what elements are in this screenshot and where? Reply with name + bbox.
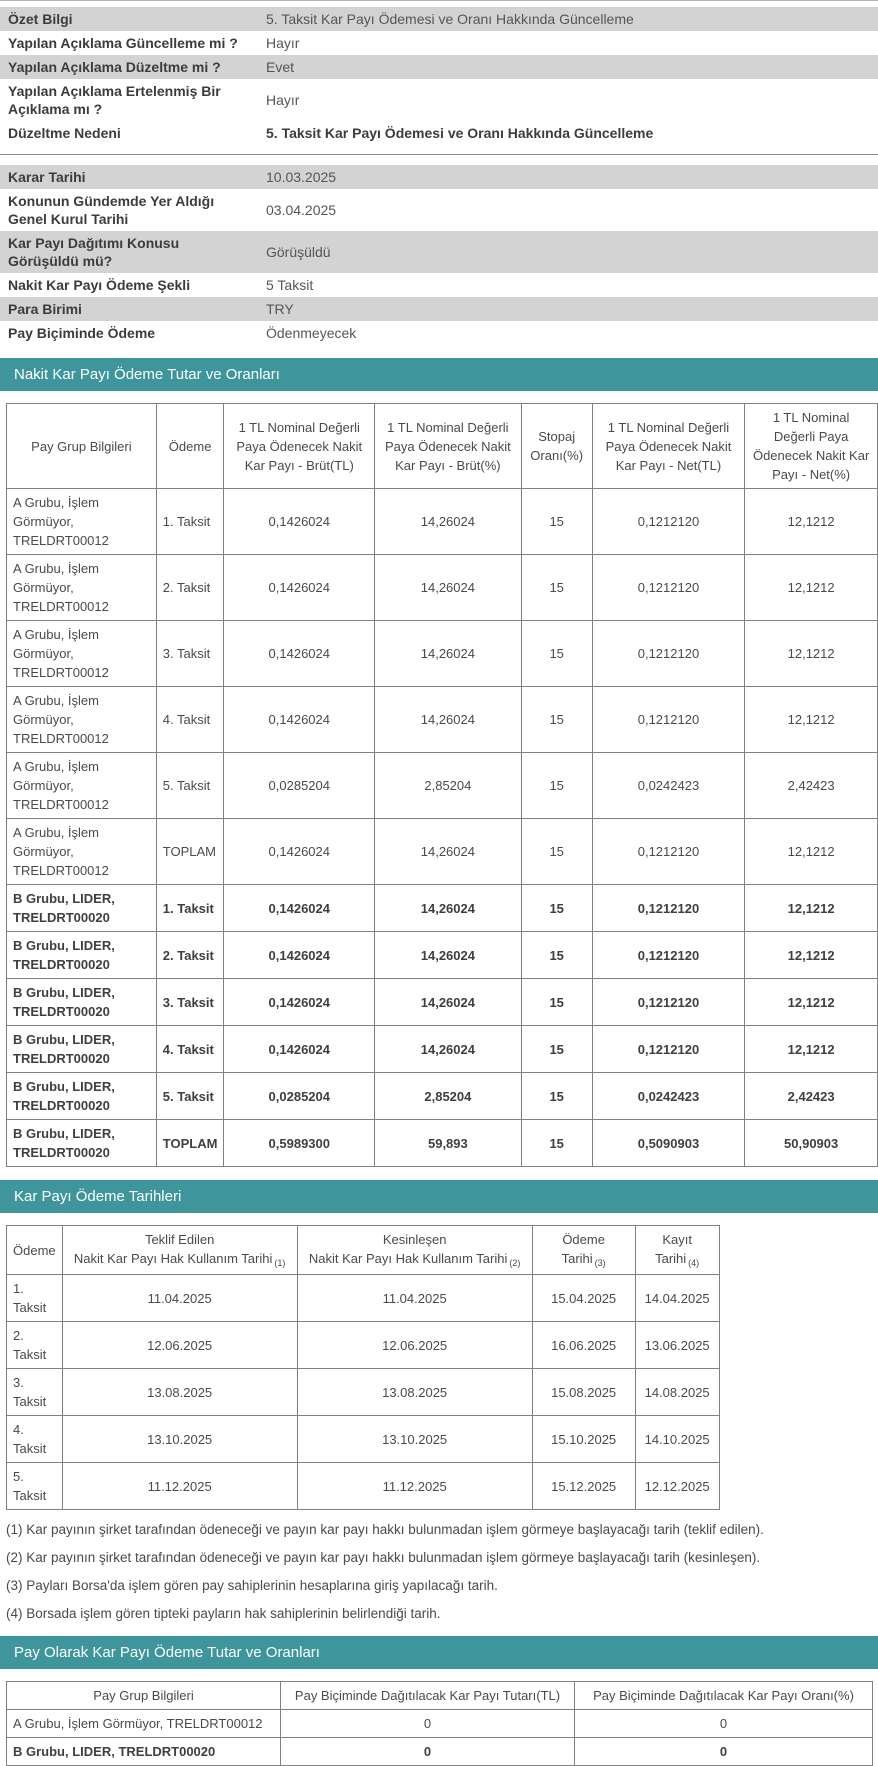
field-label: Yapılan Açıklama Güncelleme mi ? [8, 35, 238, 51]
info-row [0, 231, 878, 273]
table-cell: 12,1212 [745, 1026, 878, 1073]
table-cell: 2,42423 [745, 1073, 878, 1120]
table-row [7, 489, 878, 555]
info-row [0, 165, 878, 189]
table-cell: 0 [281, 1738, 575, 1766]
table-row [7, 1738, 873, 1766]
table-cell: B Grubu, LIDER, TRELDRT00020 [7, 979, 157, 1026]
table-cell: 12.06.2025 [297, 1322, 532, 1369]
table-cell: 0,1426024 [224, 979, 375, 1026]
column-header: Pay Grup Bilgileri [7, 404, 157, 489]
table-row [7, 932, 878, 979]
table-cell: 0,5090903 [592, 1120, 745, 1167]
table-cell: TOPLAM [156, 1120, 224, 1167]
field-value: Hayır [266, 35, 300, 51]
field-label: Yapılan Açıklama Düzeltme mi ? [8, 59, 221, 75]
table-cell: 14,26024 [375, 932, 522, 979]
table-cell: A Grubu, İşlem Görmüyor, TRELDRT00012 [7, 687, 157, 753]
header-row [7, 1226, 720, 1275]
field-label: Nakit Kar Payı Ödeme Şekli [8, 277, 191, 293]
table-cell: 3. Taksit [156, 621, 224, 687]
table-row [7, 979, 878, 1026]
table-cell: 4. Taksit [7, 1416, 63, 1463]
column-header: Ödeme [156, 404, 224, 489]
table-cell: 13.08.2025 [62, 1369, 297, 1416]
table-cell: 15 [521, 1073, 592, 1120]
table-row [7, 885, 878, 932]
table-cell: 0,1212120 [592, 489, 745, 555]
table-cell: 15 [521, 1120, 592, 1167]
table-row [7, 753, 878, 819]
table-cell: 15 [521, 979, 592, 1026]
header-row [7, 404, 878, 489]
table-cell: 15 [521, 885, 592, 932]
field-label: Düzeltme Nedeni [8, 125, 121, 141]
table-row [7, 621, 878, 687]
column-header: 1 TL Nominal Değerli Paya Ödenecek Nakit Kar Payı - Brüt(%) [375, 404, 522, 489]
table-cell: 12,1212 [745, 979, 878, 1026]
info-row [0, 189, 878, 231]
field-label: Yapılan Açıklama Ertelenmiş Bir Açıklama mı ? [8, 83, 221, 117]
table-cell: 0,1426024 [224, 621, 375, 687]
stock-dividend-table [6, 1681, 873, 1766]
field-value: Evet [266, 59, 295, 75]
table-cell: 11.12.2025 [62, 1463, 297, 1510]
table-cell: 15 [521, 1026, 592, 1073]
table-row [7, 687, 878, 753]
field-value: 5. Taksit Kar Payı Ödemesi ve Oranı Hakkında Güncelleme [266, 125, 654, 141]
table-cell: 0,1426024 [224, 687, 375, 753]
summary-info-section [0, 7, 878, 145]
table-cell: 12,1212 [745, 932, 878, 979]
table-row [7, 555, 878, 621]
table-cell: 0,1212120 [592, 885, 745, 932]
footnote: (2) Kar payının şirket tarafından ödeneceği ve payın kar payı hakkı bulunmadan işlem görmeye başlayacağı tarih (kesinleşen). [6, 1550, 761, 1565]
table-cell: 14,26024 [375, 489, 522, 555]
field-label: Para Birimi [8, 301, 82, 317]
field-value: Ödenmeyecek [266, 325, 357, 341]
table-cell: 15 [521, 555, 592, 621]
table-cell: 0,0285204 [224, 1073, 375, 1120]
table-cell: 4. Taksit [156, 687, 224, 753]
table-cell: 59,893 [375, 1120, 522, 1167]
info-row [0, 7, 878, 31]
table-cell: 3. Taksit [7, 1369, 63, 1416]
table-cell: 5. Taksit [7, 1463, 63, 1510]
table-row [7, 1120, 878, 1167]
column-header [532, 1226, 635, 1275]
field-label: Kar Payı Dağıtımı Konusu Görüşüldü mü? [8, 235, 180, 269]
table-row [7, 1275, 720, 1322]
column-header [635, 1226, 719, 1275]
field-value: 5 Taksit [266, 277, 314, 293]
field-value: 03.04.2025 [266, 202, 337, 218]
table-cell: 15 [521, 489, 592, 555]
field-label: Pay Biçiminde Ödeme [8, 325, 156, 341]
header-line: Kesinleşen [382, 1232, 447, 1247]
table-cell: 14,26024 [375, 621, 522, 687]
table-cell: TOPLAM [156, 819, 224, 885]
table-cell: B Grubu, LIDER, TRELDRT00020 [7, 932, 157, 979]
table-cell: 11.12.2025 [297, 1463, 532, 1510]
table-row [7, 1026, 878, 1073]
table-row [7, 819, 878, 885]
column-header: Pay Grup Bilgileri [7, 1682, 281, 1710]
table-cell: 0,1212120 [592, 1026, 745, 1073]
section-header-payment-dates: Kar Payı Ödeme Tarihleri [0, 1180, 878, 1213]
table-cell: 14,26024 [375, 555, 522, 621]
table-cell: 0,1212120 [592, 932, 745, 979]
table-cell: A Grubu, İşlem Görmüyor, TRELDRT00012 [7, 555, 157, 621]
table-cell: 2. Taksit [156, 555, 224, 621]
table-cell: 15.12.2025 [532, 1463, 635, 1510]
decision-info-section [0, 165, 878, 345]
section-divider [0, 154, 878, 155]
table-cell: 0,1212120 [592, 555, 745, 621]
table-cell: 0,0242423 [592, 1073, 745, 1120]
header-line: Nakit Kar Payı Hak Kullanım Tarihi [308, 1251, 508, 1266]
table-cell: 3. Taksit [156, 979, 224, 1026]
table-cell: 2,85204 [375, 753, 522, 819]
table-cell: A Grubu, İşlem Görmüyor, TRELDRT00012 [7, 621, 157, 687]
field-value: 10.03.2025 [266, 169, 337, 185]
table-cell: B Grubu, LIDER, TRELDRT00020 [7, 885, 157, 932]
footnotes-block [6, 1520, 878, 1623]
table-cell: 11.04.2025 [297, 1275, 532, 1322]
table-cell: 5. Taksit [156, 1073, 224, 1120]
info-row [0, 79, 878, 121]
table-row [7, 1369, 720, 1416]
table-cell: 15.08.2025 [532, 1369, 635, 1416]
table-cell: 0,0285204 [224, 753, 375, 819]
table-cell: 15 [521, 932, 592, 979]
table-cell: 13.10.2025 [297, 1416, 532, 1463]
table-cell: 14,26024 [375, 979, 522, 1026]
field-label: Özet Bilgi [8, 11, 73, 27]
table-row [7, 1416, 720, 1463]
table-cell: 14,26024 [375, 687, 522, 753]
table-cell: 0 [281, 1710, 575, 1738]
field-value: Görüşüldü [266, 244, 331, 260]
table-cell: 15 [521, 753, 592, 819]
header-row [7, 1682, 873, 1710]
table-cell: A Grubu, İşlem Görmüyor, TRELDRT00012 [7, 819, 157, 885]
table-row [7, 1322, 720, 1369]
table-cell: 13.06.2025 [635, 1322, 719, 1369]
table-cell: B Grubu, LIDER, TRELDRT00020 [7, 1738, 281, 1766]
table-cell: 2. Taksit [156, 932, 224, 979]
table-cell: 0,5989300 [224, 1120, 375, 1167]
field-value: TRY [266, 301, 294, 317]
table-cell: 16.06.2025 [532, 1322, 635, 1369]
column-header: 1 TL Nominal Değerli Paya Ödenecek Nakit Kar Payı - Net(TL) [592, 404, 745, 489]
field-label: Karar Tarihi [8, 169, 86, 185]
table-cell: 15.10.2025 [532, 1416, 635, 1463]
table-cell: 0,1212120 [592, 979, 745, 1026]
column-header: Pay Biçiminde Dağıtılacak Kar Payı Tutarı(TL) [281, 1682, 575, 1710]
section-header-cash-dividend: Nakit Kar Payı Ödeme Tutar ve Oranları [0, 358, 878, 391]
table-cell: A Grubu, İşlem Görmüyor, TRELDRT00012 [7, 1710, 281, 1738]
footnote-ref: (3) [594, 1258, 606, 1268]
table-cell: 1. Taksit [156, 489, 224, 555]
table-row [7, 1073, 878, 1120]
table-cell: B Grubu, LIDER, TRELDRT00020 [7, 1026, 157, 1073]
table-cell: 2,85204 [375, 1073, 522, 1120]
table-cell: 14,26024 [375, 1026, 522, 1073]
table-cell: 14.08.2025 [635, 1369, 719, 1416]
column-header [7, 1226, 63, 1275]
table-cell: 15 [521, 621, 592, 687]
table-cell: 0,1212120 [592, 819, 745, 885]
field-label: Konunun Gündemde Yer Aldığı Genel Kurul Tarihi [8, 193, 215, 227]
table-cell: 0,1212120 [592, 621, 745, 687]
header-line: Ödeme Tarihi [561, 1232, 605, 1266]
table-row [7, 1710, 873, 1738]
info-row [0, 273, 878, 297]
table-cell: A Grubu, İşlem Görmüyor, TRELDRT00012 [7, 753, 157, 819]
table-row [7, 1463, 720, 1510]
table-cell: 0,1426024 [224, 489, 375, 555]
table-cell: 11.04.2025 [62, 1275, 297, 1322]
table-cell: 12.12.2025 [635, 1463, 719, 1510]
column-header: Pay Biçiminde Dağıtılacak Kar Payı Oranı(%) [575, 1682, 873, 1710]
header-line: Nakit Kar Payı Hak Kullanım Tarihi [73, 1251, 273, 1266]
footnote: (3) Payları Borsa'da işlem gören pay sahiplerinin hesaplarına giriş yapılacağı tarih. [6, 1578, 498, 1593]
table-cell: 0 [575, 1710, 873, 1738]
cash-dividend-table [6, 403, 878, 1167]
footnote: (4) Borsada işlem gören tipteki payların hak sahiplerinin belirlendiği tarih. [6, 1606, 441, 1621]
footnote-ref: (1) [274, 1258, 286, 1268]
table-cell: 12,1212 [745, 819, 878, 885]
info-row [0, 55, 878, 79]
table-cell: 2. Taksit [7, 1322, 63, 1369]
table-cell: 14.04.2025 [635, 1275, 719, 1322]
section-header-stock-dividend: Pay Olarak Kar Payı Ödeme Tutar ve Oranları [0, 1636, 878, 1669]
table-cell: 15 [521, 819, 592, 885]
table-cell: B Grubu, LIDER, TRELDRT00020 [7, 1120, 157, 1167]
table-cell: 12,1212 [745, 687, 878, 753]
footnote: (1) Kar payının şirket tarafından ödeneceği ve payın kar payı hakkı bulunmadan işlem görmeye başlayacağı tarih (teklif edilen). [6, 1522, 764, 1537]
field-value: 5. Taksit Kar Payı Ödemesi ve Oranı Hakkında Güncelleme [266, 11, 634, 27]
info-row [0, 321, 878, 345]
table-cell: 0 [575, 1738, 873, 1766]
table-cell: 0,1426024 [224, 885, 375, 932]
column-header [297, 1226, 532, 1275]
info-row [0, 121, 878, 145]
table-cell: 12,1212 [745, 489, 878, 555]
table-cell: 12,1212 [745, 621, 878, 687]
table-cell: 0,1426024 [224, 555, 375, 621]
column-header: 1 TL Nominal Değerli Paya Ödenecek Nakit Kar Payı - Brüt(TL) [224, 404, 375, 489]
header-line: Ödeme [13, 1242, 56, 1258]
table-cell: 5. Taksit [156, 753, 224, 819]
info-row [0, 297, 878, 321]
table-cell: B Grubu, LIDER, TRELDRT00020 [7, 1073, 157, 1120]
table-cell: 15 [521, 687, 592, 753]
table-cell: 12.06.2025 [62, 1322, 297, 1369]
table-cell: 0,1426024 [224, 932, 375, 979]
field-value: Hayır [266, 92, 300, 108]
column-header [62, 1226, 297, 1275]
table-cell: 12,1212 [745, 555, 878, 621]
table-cell: 1. Taksit [156, 885, 224, 932]
table-cell: 0,1426024 [224, 1026, 375, 1073]
table-cell: 14.10.2025 [635, 1416, 719, 1463]
table-cell: 0,1212120 [592, 687, 745, 753]
table-cell: A Grubu, İşlem Görmüyor, TRELDRT00012 [7, 489, 157, 555]
table-cell: 14,26024 [375, 819, 522, 885]
table-cell: 15.04.2025 [532, 1275, 635, 1322]
column-header: Stopaj Oranı(%) [521, 404, 592, 489]
table-cell: 14,26024 [375, 885, 522, 932]
table-cell: 4. Taksit [156, 1026, 224, 1073]
footnote-ref: (2) [509, 1258, 521, 1268]
header-line: Kayıt Tarihi [655, 1232, 692, 1266]
column-header: 1 TL Nominal Değerli Paya Ödenecek Nakit Kar Payı - Net(%) [745, 404, 878, 489]
table-cell: 0,0242423 [592, 753, 745, 819]
footnote-ref: (4) [688, 1258, 700, 1268]
table-cell: 12,1212 [745, 885, 878, 932]
table-cell: 13.10.2025 [62, 1416, 297, 1463]
info-row [0, 31, 878, 55]
table-cell: 0,1426024 [224, 819, 375, 885]
header-line: Teklif Edilen [144, 1232, 215, 1247]
payment-dates-table [6, 1225, 720, 1510]
table-cell: 1. Taksit [7, 1275, 63, 1322]
table-cell: 13.08.2025 [297, 1369, 532, 1416]
table-cell: 2,42423 [745, 753, 878, 819]
table-cell: 50,90903 [745, 1120, 878, 1167]
